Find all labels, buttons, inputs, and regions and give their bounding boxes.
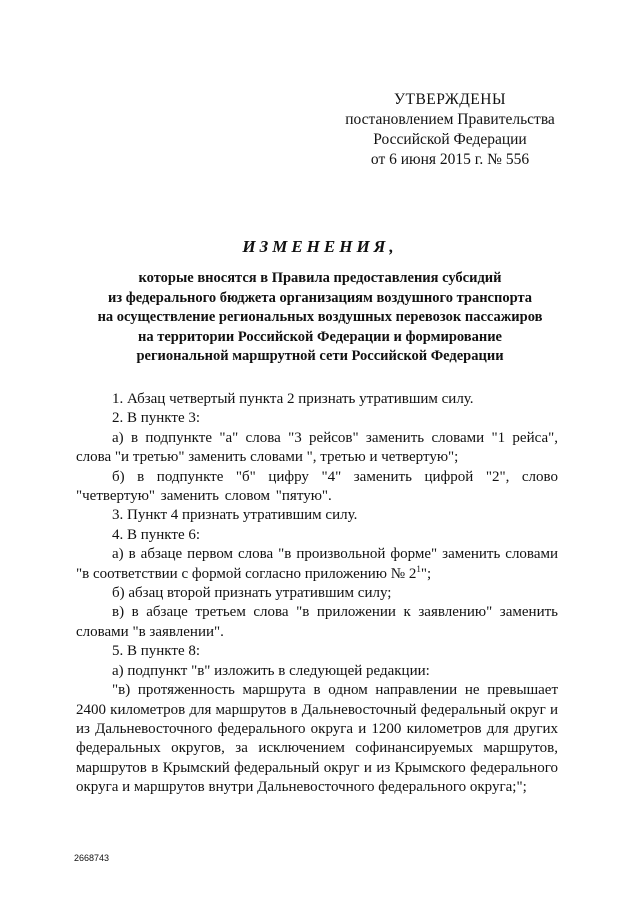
approval-line-2: Российской Федерации [373,131,527,148]
paragraph-item-4a-text: а) в абзаце первом слова "в произвольной форме" заменить словами "в соответствии с формой согласно приложению № 2 [76,546,558,582]
approval-block [340,90,560,170]
approval-line-3: от 6 июня 2015 г. № 556 [370,151,530,168]
paragraph-item-4: 4. В пункте 6: [112,526,201,543]
paragraph-item-1: 1. Абзац четвертый пункта 2 признать утратившим силу. [112,391,474,407]
heading-subtitle-2: из федерального бюджета организациям воздушного транспорта [107,289,533,306]
superscript-1: 1 [416,563,421,574]
heading-subtitle-3: на осуществление региональных воздушных перевозок пассажиров [97,309,543,325]
paragraph-item-5a: а) подпункт "в" изложить в следующей редакции: [112,662,430,679]
heading-subtitle-5: региональной маршрутной сети Российской Федерации [136,348,504,364]
paragraph-item-2a: а) в подпункте "а" слова "3 рейсов" заменить словами "1 рейса", слова "и третью" заменить словами ", третью и четвертую"; [76,429,558,466]
document-heading [40,237,600,367]
document-body [76,390,558,798]
paragraph-item-4b: б) абзац второй признать утратившим силу; [112,585,392,602]
heading-subtitle-4: на территории Российской Федерации и формирование [138,328,502,345]
paragraph-item-4a-end: "; [420,565,432,582]
approval-title: УТВЕРЖДЕНЫ [394,91,506,108]
document-code: 2668743 [74,853,110,863]
paragraph-item-4c: в) в абзаце третьем слова "в приложении к заявлению" заменить словами "в заявлении". [76,604,558,640]
paragraph-item-2b: б) в подпункте "б" цифру "4" заменить цифрой "2", слово "четвертую" заменить словом "пятую". [76,468,558,505]
paragraph-item-5: 5. В пункте 8: [112,643,201,660]
heading-subtitle-1: которые вносятся в Правила предоставления субсидий [138,270,502,286]
paragraph-item-2: 2. В пункте 3: [112,410,201,427]
paragraph-item-3: 3. Пункт 4 признать утратившим силу. [112,507,358,524]
paragraph-item-4a [76,545,558,584]
approval-line-1: постановлением Правительства [345,111,555,128]
paragraph-item-5a-quote: "в) протяженность маршрута в одном направлении не превышает 2400 километров для маршрутов в Дальневосточный федеральный округ и из Дальневосточного федерального округа и 1200 километров для других федеральных округов, за исключением софинансируемых маршрутов, маршрутов в Крымский федеральный округ и из Крымского федерального округа и маршрутов внутри Дальневосточного федерального округа;"; [76,682,558,796]
heading-title: ИЗМЕНЕНИЯ, [242,237,398,256]
